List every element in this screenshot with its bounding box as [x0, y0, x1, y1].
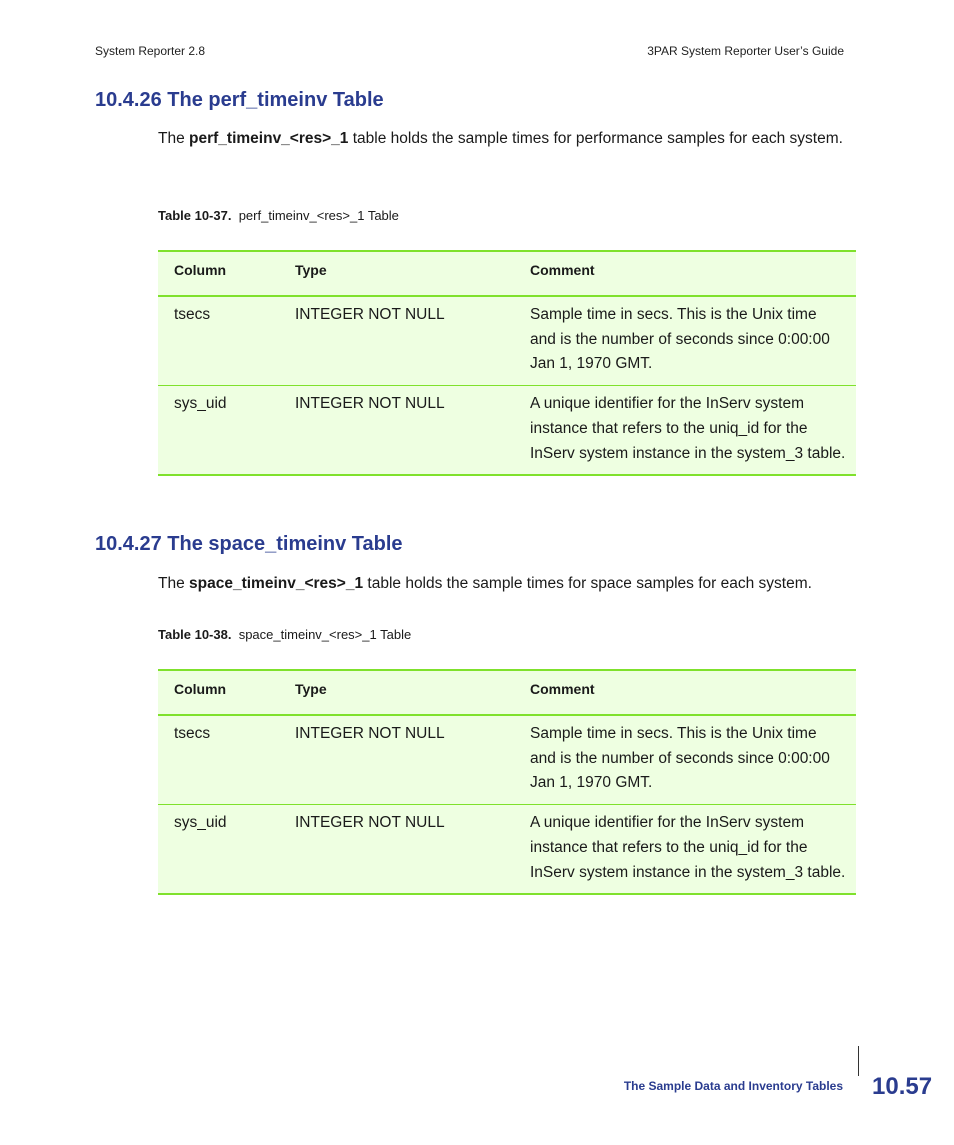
footer-section-name: The Sample Data and Inventory Tables	[623, 1079, 843, 1093]
intro-text: The	[158, 130, 190, 147]
table-cell: INTEGER NOT NULL	[295, 306, 445, 323]
section-intro-perf-timeinv	[158, 126, 858, 151]
column-header: Column	[174, 262, 227, 278]
table-cell: INTEGER NOT NULL	[295, 814, 445, 832]
column-header: Type	[295, 681, 327, 697]
caption-label: Table 10-38.	[158, 627, 232, 642]
table-cell: tsecs	[174, 306, 211, 323]
table-row	[158, 804, 856, 893]
running-header-right: 3PAR System Reporter User’s Guide	[647, 44, 844, 58]
table-cell: sys_uid	[174, 395, 227, 413]
table-cell: tsecs	[174, 725, 211, 742]
column-header: Comment	[530, 262, 595, 278]
table-cell: A unique identifier for the InServ system instance that refers to the uniq_id for the InServ system instance in the system_3 table.	[530, 395, 846, 462]
table-cell: INTEGER NOT NULL	[295, 395, 445, 413]
table-name: space_timeinv_<res>_1	[189, 575, 364, 592]
table-row	[158, 297, 856, 385]
page-number: 10.57	[872, 1073, 933, 1100]
intro-text: The	[158, 575, 190, 592]
table-cell: Sample time in secs. This is the Unix time and is the number of seconds since 0:00:00 Jan 1, 1970 GMT.	[530, 306, 830, 373]
table-caption-10-37	[158, 208, 399, 223]
column-header: Type	[295, 262, 327, 278]
caption-label: Table 10-37.	[158, 208, 232, 223]
footer-divider	[858, 1046, 859, 1076]
caption-text: space_timeinv_<res>_1 Table	[238, 627, 412, 642]
table-cell: Sample time in secs. This is the Unix time and is the number of seconds since 0:00:00 Jan 1, 1970 GMT.	[530, 725, 830, 792]
table-name: perf_timeinv_<res>_1	[189, 130, 349, 147]
table-header-row	[158, 252, 856, 297]
intro-text: table holds the sample times for performance samples for each system.	[348, 130, 843, 147]
caption-text: perf_timeinv_<res>_1 Table	[238, 208, 399, 223]
column-header: Column	[174, 681, 227, 697]
section-title-space-timeinv: 10.4.27 The space_timeinv Table	[95, 533, 403, 555]
table-row	[158, 385, 856, 474]
column-header: Comment	[530, 681, 595, 697]
space-timeinv-table	[158, 669, 856, 895]
running-header-left: System Reporter 2.8	[95, 44, 206, 58]
table-caption-10-38	[158, 627, 411, 642]
table-cell: A unique identifier for the InServ system instance that refers to the uniq_id for the InServ system instance in the system_3 table.	[530, 814, 846, 881]
intro-text: table holds the sample times for space samples for each system.	[363, 575, 812, 592]
section-title-perf-timeinv: 10.4.26 The perf_timeinv Table	[95, 89, 384, 111]
section-intro-space-timeinv	[158, 571, 858, 596]
table-cell: sys_uid	[174, 814, 227, 832]
perf-timeinv-table	[158, 250, 856, 476]
table-header-row	[158, 671, 856, 716]
table-row	[158, 716, 856, 804]
table-cell: INTEGER NOT NULL	[295, 725, 445, 742]
